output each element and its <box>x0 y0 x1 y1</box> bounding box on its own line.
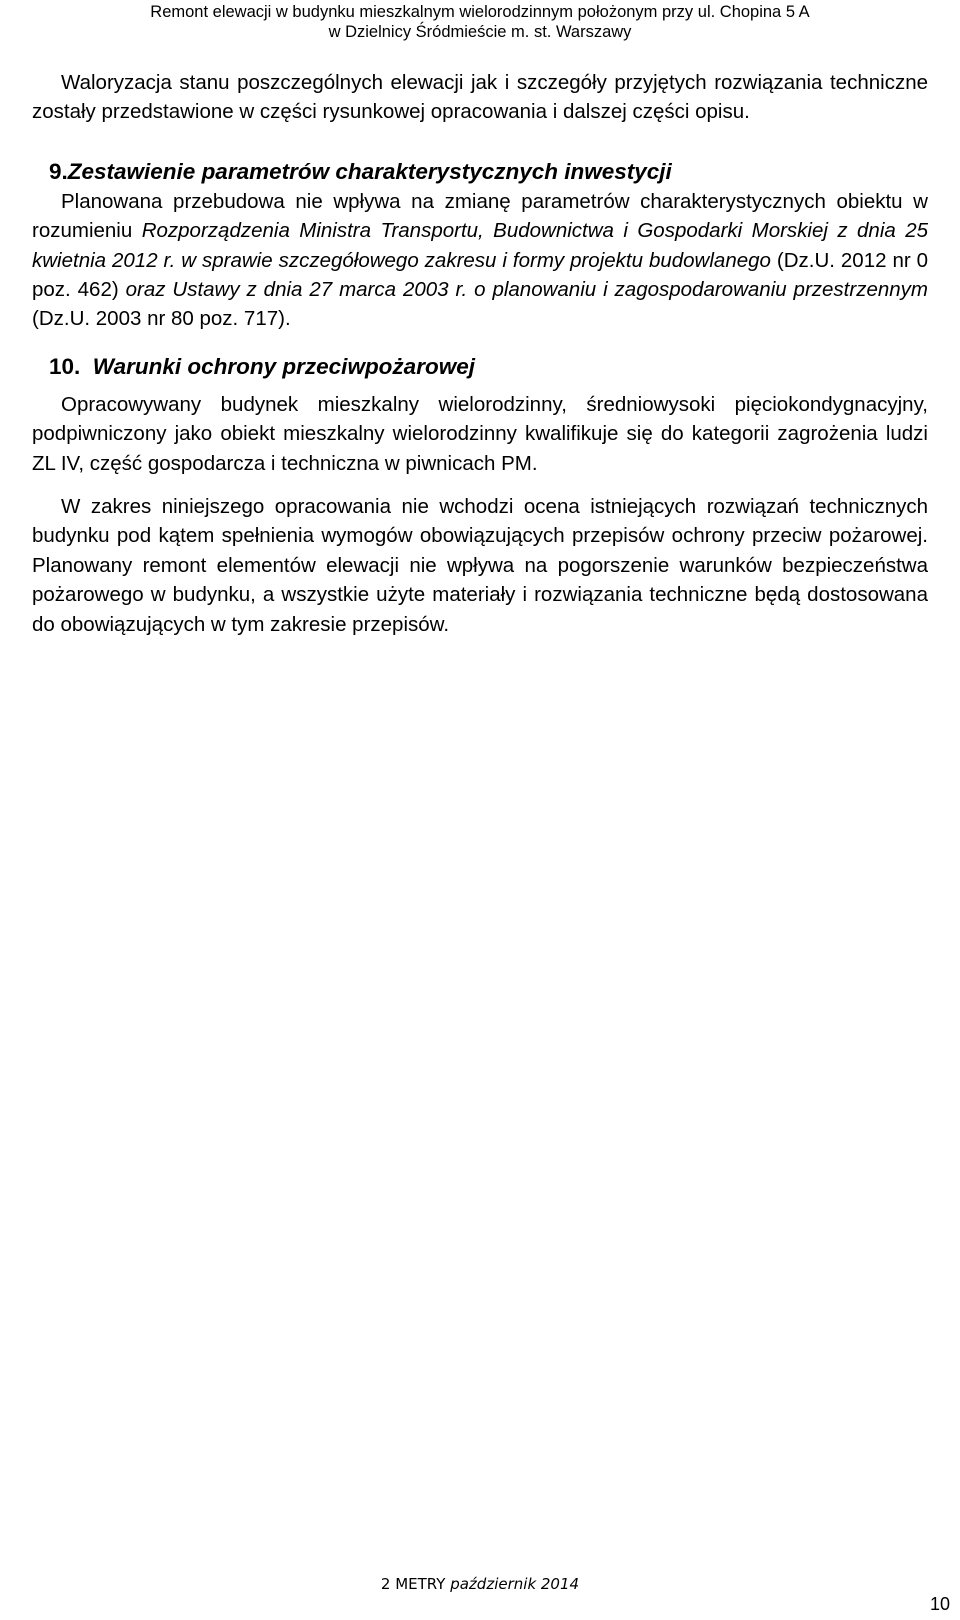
section-10-paragraph-1: Opracowywany budynek mieszkalny wielorodzinny, średniowysoki pięciokondygnacyjny, podpiwniczony jako obiekt mieszkalny wielorodzinny kwalifikuje się do kategorii zagrożenia ludzi ZL IV, część gospodarcza i techniczna w piwnicach PM. <box>32 392 928 475</box>
intro-paragraph: Waloryzacja stanu poszczególnych elewacji jak i szczegóły przyjętych rozwiązania techniczne zostały przedstawione w części rysunkowej opracowania i dalszej części opisu. <box>32 71 928 124</box>
section-10-heading <box>49 352 928 382</box>
section-9-text-start: Planowana przebudowa nie wpływa na zmianę parametrów charakterystycznych obiektu w rozumieniu <box>32 189 928 243</box>
footer-date: październik 2014 <box>450 1575 580 1593</box>
document-body <box>32 68 928 639</box>
header-line-2: w Dzielnicy Śródmieście m. st. Warszawy <box>328 23 632 41</box>
section-9-title: Zestawienie parametrów charakterystycznych inwestycji <box>67 158 672 184</box>
document-header <box>0 2 960 42</box>
section-9-regulation-ref: (Dz.U. 2012 nr 0 poz. 462) <box>32 248 929 302</box>
header-line-1: Remont elewacji w budynku mieszkalnym wielorodzinnym położonym przy ul. Chopina 5 A <box>150 3 810 21</box>
section-9-number: 9. <box>49 158 68 184</box>
section-10-title: Warunki ochrony przeciwpożarowej <box>92 353 475 379</box>
footer-company: 2 METRY <box>380 1575 446 1593</box>
section-9-act-title: oraz Ustawy z dnia 27 marca 2003 r. o planowaniu i zagospodarowaniu przestrzennym <box>125 278 928 302</box>
section-9-paragraph <box>32 187 928 334</box>
page-number: 10 <box>929 1594 950 1614</box>
section-9-regulation-title: Rozporządzenia Ministra Transportu, Budownictwa i Gospodarki Morskiej z dnia 25 kwietnia 2012 r. w sprawie szczegółowego zakresu i formy projektu budowlanego <box>32 219 929 272</box>
document-footer <box>0 1574 960 1594</box>
section-10-number: 10. <box>49 353 81 379</box>
section-10-paragraph-2: W zakres niniejszego opracowania nie wchodzi ocena istniejących rozwiązań technicznych budynku pod kątem spełnienia wymogów obowiązujących przepisów ochrony przeciw pożarowej. Planowany remont elementów elewacji nie wpływa na pogorszenie warunków bezpieczeństwa pożarowego w budynku, a wszystkie użyte materiały i rozwiązania techniczne będą dostosowana do obowiązujących w tym zakresie przepisów. <box>32 495 928 636</box>
section-9-act-ref: (Dz.U. 2003 nr 80 poz. 717). <box>32 307 291 331</box>
section-9-heading <box>49 157 928 187</box>
